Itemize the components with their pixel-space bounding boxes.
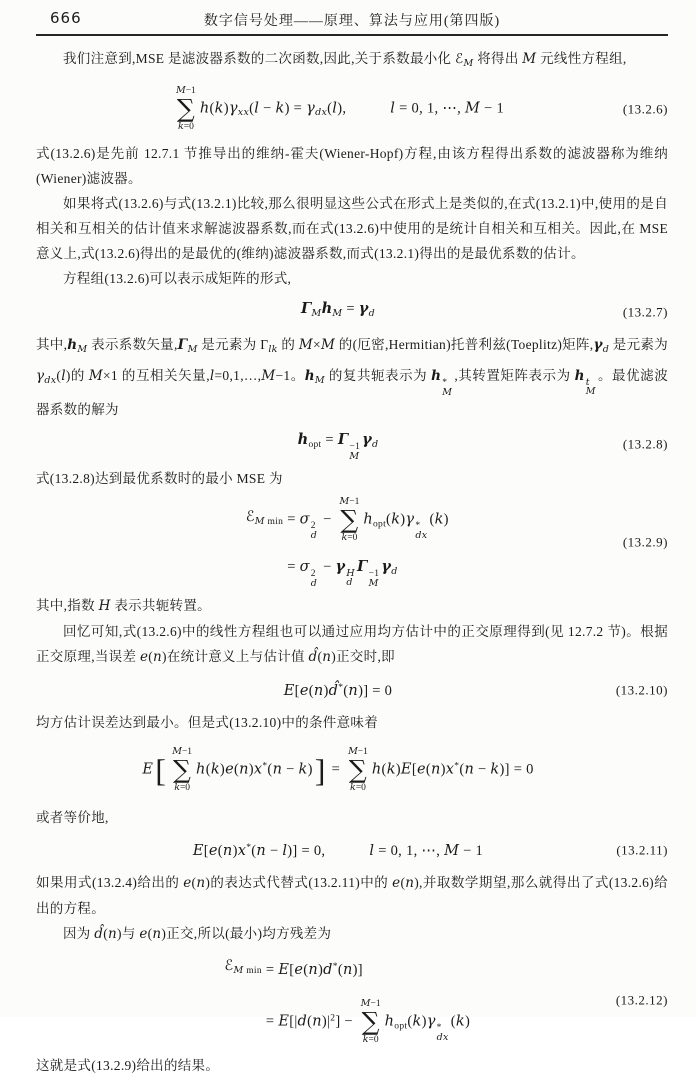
equation-body: E[e(n)x*(n − l)] = 0, l = 0, 1, ⋯, M − 1 bbox=[192, 843, 484, 859]
paragraph-mse-intro: 我们注意到,MSE 是滤波器系数的二次函数,因此,关于系数最小化 ℰ$_M$ 将得出 M 元线性方程组, bbox=[63, 51, 627, 69]
page-header bbox=[36, 6, 668, 36]
equation-number: (13.2.12) bbox=[615, 992, 668, 1008]
equation-number: (13.2.11) bbox=[616, 842, 668, 858]
equation-line1: = σ 2 d − M−1 ∑ k=0 $h_{opt}(k)\gamma$ * dx (k) bbox=[287, 496, 449, 543]
paragraph-wiener-hopf: 式(13.2.6)是先前 12.7.1 节推导出的维纳-霍夫(Wiener-Hopf)方程,由该方程得出系数的滤波器称为维纳(Wiener)滤波器。 bbox=[36, 146, 668, 186]
equation-body: E[e(n)d̂*(n)] = 0 bbox=[283, 683, 393, 699]
equation-line2: = σ 2 d − γ H d Γ −1 M $\gamma_d$ bbox=[287, 558, 398, 589]
equation-lhs: ℰ$_{M min}$ bbox=[224, 958, 262, 976]
equation-line1: = E[e(n)d*(n)] bbox=[265, 962, 363, 978]
paragraph-comparison: 如果将式(13.2.6)与式(13.2.1)比较,那么很明显这些公式在形式上是类似的,在式(13.2.1)中,使用的是自相关和互相关的估计值来求解滤波器系数,而在式(13.2.6)中使用的是统计自相关和互相关。因此,在 MSE 意义上,式(13.2.6)得出的是最优的(维纳)滤波器系数,而式(13.2.1)得出的是最优系数的估计。 bbox=[36, 196, 668, 261]
paragraph-residual: 因为 d̂(n)与 e(n)正交,所以(最小)均方残差为 bbox=[63, 926, 332, 942]
paragraph-condition: 均方估计误差达到最小。但是式(13.2.10)中的条件意味着 bbox=[36, 715, 378, 730]
paragraph-min-mse: 式(13.2.8)达到最优系数时的最小 MSE 为 bbox=[36, 471, 283, 486]
equation-number: (13.2.6) bbox=[622, 101, 668, 117]
equation-body: E[ M−1 ∑ k=0 h(k)e(n)x*(n − k)] = M−1 ∑ k=0 h(k)E[e(n)x*(n − k)] = 0 bbox=[142, 746, 534, 793]
paragraph-substitution: 如果用式(13.2.4)给出的 e(n)的表达式代替式(13.2.11)中的 e(n),并取数学期望,那么就得出了式(13.2.6)给出的方程。 bbox=[36, 875, 668, 916]
equation-13-2-12 bbox=[36, 952, 668, 1048]
equation-number: (13.2.10) bbox=[615, 682, 668, 698]
equation-body bbox=[227, 496, 449, 588]
equation-number: (13.2.7) bbox=[622, 304, 668, 319]
equation-13-2-10 bbox=[36, 675, 668, 705]
page-content bbox=[36, 46, 668, 1078]
equation-body bbox=[206, 954, 470, 1046]
equation-13-2-8 bbox=[36, 427, 668, 462]
equation-number: (13.2.8) bbox=[622, 436, 668, 452]
paragraph-orthogonality: 回忆可知,式(13.2.6)中的线性方程组也可以通过应用均方估计中的正交原理得到(见 12.7.2 节)。根据正交原理,当误差 e(n)在统计意义上与估计值 d̂(n)正交时,即 bbox=[36, 624, 668, 665]
paragraph-matrix-form: 方程组(13.2.6)可以表示成矩阵的形式, bbox=[63, 271, 292, 286]
book-title: 数字信号处理——原理、算法与应用(第四版) bbox=[203, 14, 501, 29]
page-number: 666 bbox=[50, 9, 82, 27]
equation-lhs: ℰ$_{M min}$ bbox=[245, 509, 284, 527]
equation-13-2-9 bbox=[36, 496, 668, 589]
equation-13-2-6 bbox=[36, 82, 668, 136]
equation-line2: = $E[|d(n)|^2]$ − M−1 ∑ k=0 $h_{opt}(k)\gamma$ * dx (k) bbox=[265, 998, 471, 1045]
equation-13-2-11 bbox=[36, 835, 668, 865]
paragraph-conjugate-transpose: 其中,指数 H 表示共轭转置。 bbox=[36, 598, 211, 614]
equation-body: $h_{opt} = \Gamma$ −1 M $\gamma_d$ bbox=[297, 431, 379, 462]
equation-unnumbered bbox=[36, 740, 640, 800]
paragraph-conclusion: 这就是式(13.2.9)给出的结果。 bbox=[36, 1058, 220, 1073]
paragraph-equivalently: 或者等价地, bbox=[36, 810, 109, 825]
paragraph-matrix-explanation: 其中$,h_M$ 表示系数矢量$,\Gamma_M$ 是元素为 $\Gamma_{lk}$ 的 M×M 的(厄密,Hermitian)托普利兹(Toeplitz)矩阵$,\gamma_d$ 是元素为 $\gamma_{dx}(l)$的 M×1 的互相关矢量,l=0,1,…,M−1。$h_M$ 的复共轭表示为 h * M ,其转置矩阵表示为 h t M 。最优滤波器系数的解为 bbox=[36, 337, 669, 417]
equation-13-2-7 bbox=[36, 296, 668, 327]
equation-body: $\Gamma_Mh_M = \gamma_d$ bbox=[300, 300, 376, 319]
equation-number: (13.2.9) bbox=[622, 534, 668, 550]
equation-body: M−1 ∑ k=0 $h(k)\gamma_{xx}(l - k) = \gamma_{dx}(l)$, l = 0, 1, ⋯, M − 1 bbox=[175, 85, 505, 132]
